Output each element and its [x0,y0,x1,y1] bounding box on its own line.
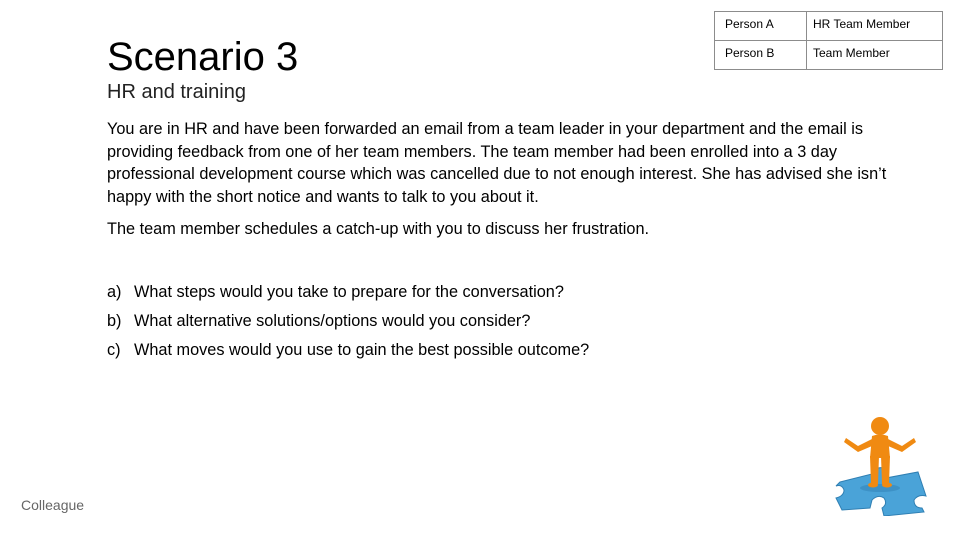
role-label: Person A [715,12,807,41]
slide-title: Scenario 3 [107,35,299,79]
question-item [107,339,807,368]
question-text: What moves would you use to gain the best possible outcome? [134,341,590,359]
roles-table [714,11,943,70]
question-letter: c) [107,341,121,359]
roles-row [715,41,943,70]
role-label: Person B [715,41,807,70]
question-text: What alternative solutions/options would you consider? [134,312,531,330]
question-letter: b) [107,312,122,330]
scenario-paragraph: You are in HR and have been forwarded an email from a team leader in your department and the email is providing feedback from one of her team members. The team member had been enrolled into a 3 day professional development course which was cancelled due to not enough interest. She has advised she isn’t happy with the short notice and wants to talk to you about it. [107,120,887,206]
question-letter: a) [107,283,122,301]
role-assignment: Team Member [807,41,943,70]
role-assignment: HR Team Member [807,12,943,41]
scenario-description [107,118,927,251]
person-on-puzzle-piece-icon [832,412,932,516]
footer-label: Colleague [21,497,85,513]
question-text: What steps would you take to prepare for the conversation? [134,283,564,301]
question-item [107,281,807,310]
question-list [107,281,807,368]
slide-subtitle: HR and training [107,81,246,103]
roles-row [715,12,943,41]
scenario-paragraph: The team member schedules a catch-up with you to discuss her frustration. [107,220,650,238]
question-item [107,310,807,339]
